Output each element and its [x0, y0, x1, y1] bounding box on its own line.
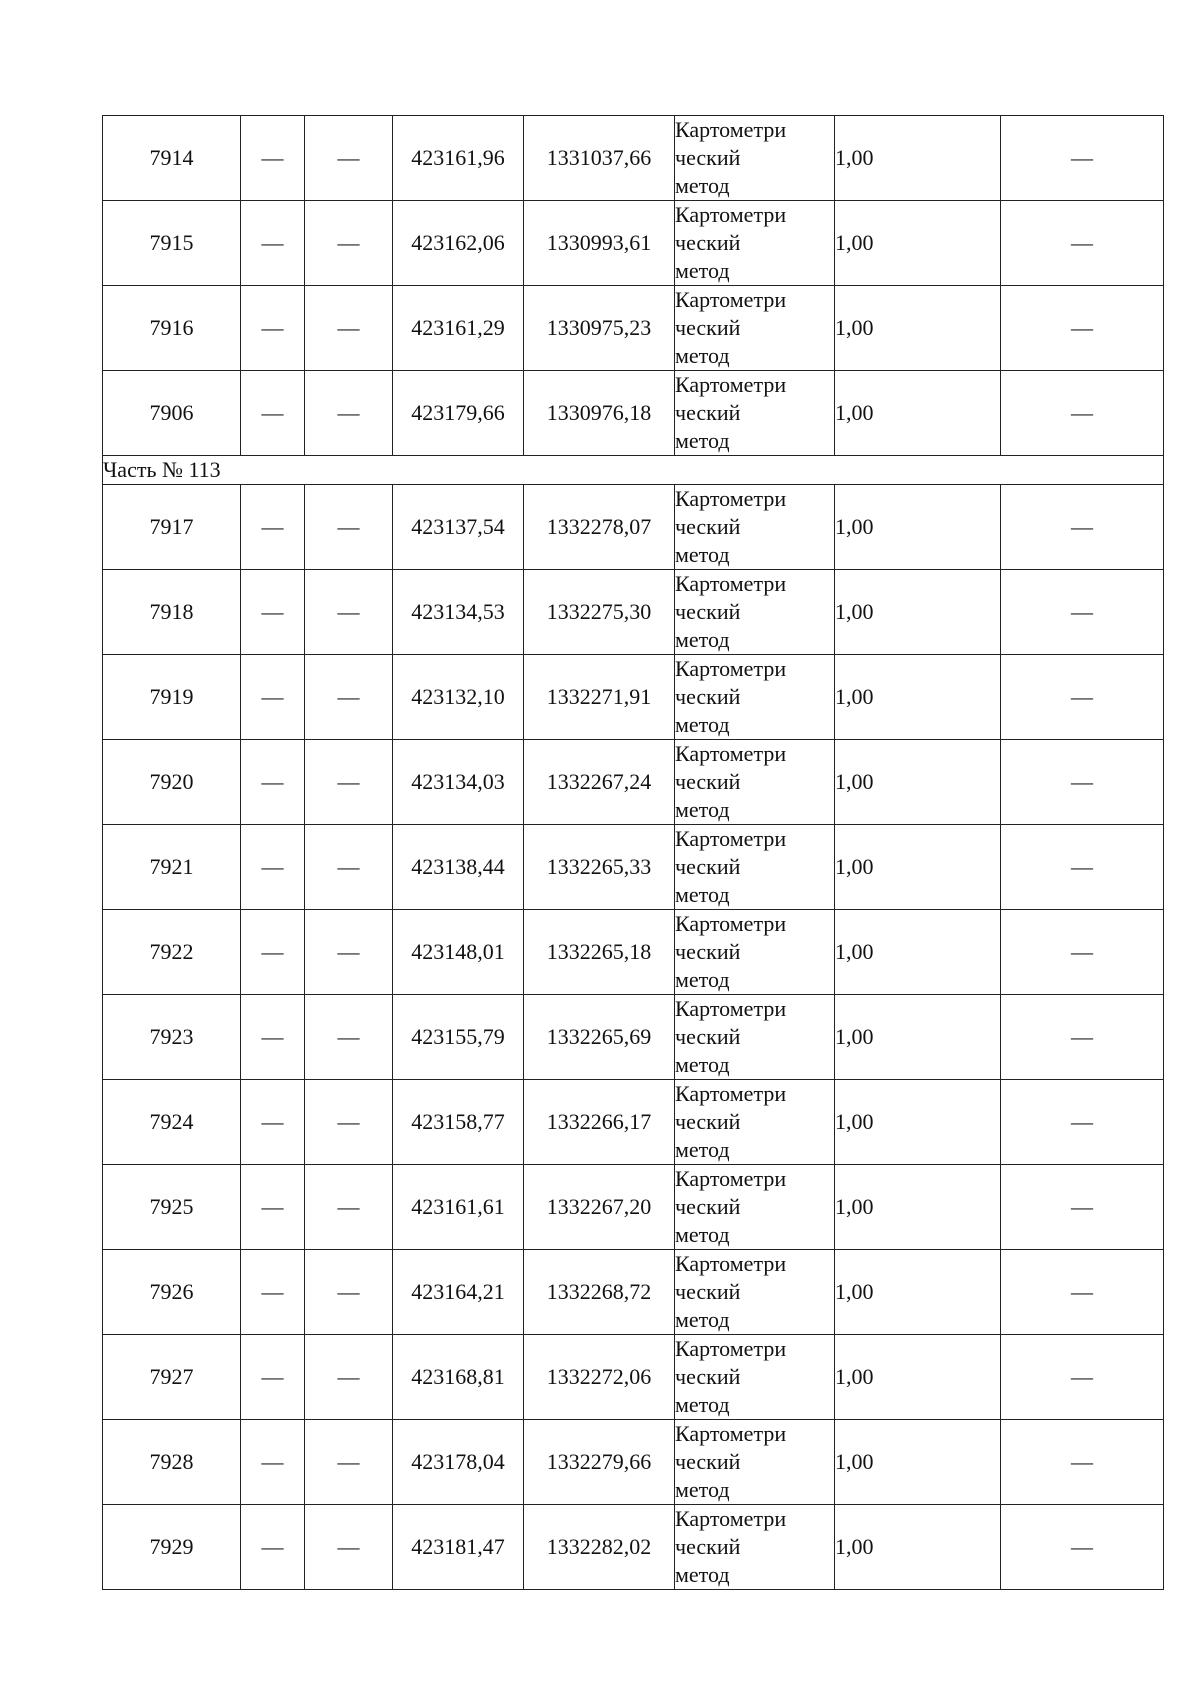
table-row	[103, 116, 1164, 201]
dash-cell-2: —	[305, 910, 393, 995]
method-cell	[675, 1420, 835, 1505]
method-line: ческий	[675, 1194, 741, 1219]
point-number-cell: 7917	[103, 485, 241, 570]
method-line: Картометри	[675, 996, 787, 1021]
method-line: Картометри	[675, 372, 787, 397]
table-row	[103, 655, 1164, 740]
x-coordinate-cell: 423161,96	[393, 116, 524, 201]
point-number-cell: 7926	[103, 1250, 241, 1335]
dash-cell-2: —	[305, 116, 393, 201]
part-separator	[103, 456, 1164, 485]
x-coordinate-cell: 423161,61	[393, 1165, 524, 1250]
dash-cell-2: —	[305, 570, 393, 655]
method-line: ческий	[675, 684, 741, 709]
note-cell: —	[1001, 825, 1164, 910]
accuracy-cell: 1,00	[835, 371, 1001, 456]
dash-cell-2: —	[305, 485, 393, 570]
dash-cell-1: —	[241, 1505, 305, 1590]
method-cell	[675, 1505, 835, 1590]
method-cell	[675, 1165, 835, 1250]
dash-cell-1: —	[241, 740, 305, 825]
coordinates-table	[102, 115, 1164, 1590]
method-line: ческий	[675, 1534, 741, 1559]
accuracy-cell: 1,00	[835, 1080, 1001, 1165]
y-coordinate-cell: 1332266,17	[524, 1080, 675, 1165]
dash-cell-2: —	[305, 825, 393, 910]
note-cell: —	[1001, 1250, 1164, 1335]
dash-cell-1: —	[241, 1335, 305, 1420]
dash-cell-1: —	[241, 1250, 305, 1335]
point-number-cell: 7927	[103, 1335, 241, 1420]
method-line: ческий	[675, 400, 741, 425]
note-cell: —	[1001, 286, 1164, 371]
dash-cell-1: —	[241, 1420, 305, 1505]
method-line: Картометри	[675, 826, 787, 851]
dash-cell-1: —	[241, 1165, 305, 1250]
y-coordinate-cell: 1330975,23	[524, 286, 675, 371]
table-row	[103, 1420, 1164, 1505]
note-cell: —	[1001, 910, 1164, 995]
note-cell: —	[1001, 1080, 1164, 1165]
table-row	[103, 1080, 1164, 1165]
note-cell: —	[1001, 995, 1164, 1080]
x-coordinate-cell: 423148,01	[393, 910, 524, 995]
method-line: Картометри	[675, 741, 787, 766]
point-number-cell: 7925	[103, 1165, 241, 1250]
note-cell: —	[1001, 1335, 1164, 1420]
table-row	[103, 1335, 1164, 1420]
rows-after-part	[103, 485, 1164, 1590]
y-coordinate-cell: 1332279,66	[524, 1420, 675, 1505]
dash-cell-1: —	[241, 1080, 305, 1165]
note-cell: —	[1001, 116, 1164, 201]
method-line: Картометри	[675, 1251, 787, 1276]
table-row	[103, 485, 1164, 570]
y-coordinate-cell: 1332267,24	[524, 740, 675, 825]
method-line: Картометри	[675, 1336, 787, 1361]
method-line: Картометри	[675, 656, 787, 681]
method-line: ческий	[675, 1109, 741, 1134]
point-number-cell: 7922	[103, 910, 241, 995]
method-cell	[675, 910, 835, 995]
method-line: Картометри	[675, 1421, 787, 1446]
method-cell	[675, 1335, 835, 1420]
table-row	[103, 371, 1164, 456]
table-row	[103, 1165, 1164, 1250]
method-line: метод	[675, 967, 730, 992]
part-label: Часть № 113	[103, 456, 1164, 485]
method-line: ческий	[675, 1279, 741, 1304]
method-line: ческий	[675, 769, 741, 794]
method-line: Картометри	[675, 1506, 787, 1531]
accuracy-cell: 1,00	[835, 825, 1001, 910]
method-line: ческий	[675, 1024, 741, 1049]
table-row	[103, 1505, 1164, 1590]
accuracy-cell: 1,00	[835, 1420, 1001, 1505]
y-coordinate-cell: 1332282,02	[524, 1505, 675, 1590]
method-line: метод	[675, 1052, 730, 1077]
dash-cell-1: —	[241, 995, 305, 1080]
x-coordinate-cell: 423132,10	[393, 655, 524, 740]
point-number-cell: 7916	[103, 286, 241, 371]
table-row	[103, 740, 1164, 825]
accuracy-cell: 1,00	[835, 655, 1001, 740]
method-line: метод	[675, 258, 730, 283]
dash-cell-2: —	[305, 1335, 393, 1420]
method-line: метод	[675, 712, 730, 737]
method-line: метод	[675, 542, 730, 567]
method-line: метод	[675, 1477, 730, 1502]
dash-cell-2: —	[305, 286, 393, 371]
method-line: метод	[675, 1562, 730, 1587]
x-coordinate-cell: 423178,04	[393, 1420, 524, 1505]
point-number-cell: 7914	[103, 116, 241, 201]
method-cell	[675, 825, 835, 910]
method-cell	[675, 1250, 835, 1335]
y-coordinate-cell: 1330993,61	[524, 201, 675, 286]
note-cell: —	[1001, 740, 1164, 825]
accuracy-cell: 1,00	[835, 570, 1001, 655]
table-row	[103, 201, 1164, 286]
x-coordinate-cell: 423134,03	[393, 740, 524, 825]
method-line: Картометри	[675, 117, 787, 142]
note-cell: —	[1001, 1420, 1164, 1505]
dash-cell-1: —	[241, 825, 305, 910]
dash-cell-2: —	[305, 1420, 393, 1505]
method-line: Картометри	[675, 202, 787, 227]
method-line: метод	[675, 797, 730, 822]
table-row	[103, 825, 1164, 910]
x-coordinate-cell: 423179,66	[393, 371, 524, 456]
x-coordinate-cell: 423164,21	[393, 1250, 524, 1335]
method-line: Картометри	[675, 486, 787, 511]
point-number-cell: 7929	[103, 1505, 241, 1590]
point-number-cell: 7928	[103, 1420, 241, 1505]
method-cell	[675, 1080, 835, 1165]
table-row	[103, 1250, 1164, 1335]
method-line: метод	[675, 173, 730, 198]
method-line: ческий	[675, 230, 741, 255]
y-coordinate-cell: 1332265,33	[524, 825, 675, 910]
note-cell: —	[1001, 1505, 1164, 1590]
method-cell	[675, 201, 835, 286]
note-cell: —	[1001, 371, 1164, 456]
method-line: ческий	[675, 514, 741, 539]
dash-cell-2: —	[305, 995, 393, 1080]
accuracy-cell: 1,00	[835, 1505, 1001, 1590]
point-number-cell: 7920	[103, 740, 241, 825]
point-number-cell: 7918	[103, 570, 241, 655]
method-cell	[675, 371, 835, 456]
dash-cell-2: —	[305, 201, 393, 286]
dash-cell-2: —	[305, 371, 393, 456]
y-coordinate-cell: 1332278,07	[524, 485, 675, 570]
x-coordinate-cell: 423168,81	[393, 1335, 524, 1420]
point-number-cell: 7924	[103, 1080, 241, 1165]
method-cell	[675, 116, 835, 201]
method-line: метод	[675, 1392, 730, 1417]
method-line: ческий	[675, 1449, 741, 1474]
x-coordinate-cell: 423162,06	[393, 201, 524, 286]
dash-cell-2: —	[305, 655, 393, 740]
y-coordinate-cell: 1332268,72	[524, 1250, 675, 1335]
part-row	[103, 456, 1164, 485]
method-line: ческий	[675, 854, 741, 879]
x-coordinate-cell: 423181,47	[393, 1505, 524, 1590]
method-line: Картометри	[675, 1166, 787, 1191]
x-coordinate-cell: 423134,53	[393, 570, 524, 655]
y-coordinate-cell: 1331037,66	[524, 116, 675, 201]
y-coordinate-cell: 1332265,69	[524, 995, 675, 1080]
dash-cell-1: —	[241, 655, 305, 740]
note-cell: —	[1001, 485, 1164, 570]
accuracy-cell: 1,00	[835, 485, 1001, 570]
table-row	[103, 286, 1164, 371]
y-coordinate-cell: 1332265,18	[524, 910, 675, 995]
method-line: Картометри	[675, 571, 787, 596]
dash-cell-1: —	[241, 570, 305, 655]
method-line: Картометри	[675, 1081, 787, 1106]
x-coordinate-cell: 423161,29	[393, 286, 524, 371]
method-line: метод	[675, 1222, 730, 1247]
accuracy-cell: 1,00	[835, 995, 1001, 1080]
method-line: ческий	[675, 939, 741, 964]
note-cell: —	[1001, 570, 1164, 655]
dash-cell-1: —	[241, 371, 305, 456]
dash-cell-2: —	[305, 1080, 393, 1165]
note-cell: —	[1001, 201, 1164, 286]
note-cell: —	[1001, 1165, 1164, 1250]
method-cell	[675, 655, 835, 740]
accuracy-cell: 1,00	[835, 740, 1001, 825]
point-number-cell: 7906	[103, 371, 241, 456]
rows-before-part	[103, 116, 1164, 456]
method-line: Картометри	[675, 287, 787, 312]
x-coordinate-cell: 423138,44	[393, 825, 524, 910]
dash-cell-1: —	[241, 485, 305, 570]
point-number-cell: 7915	[103, 201, 241, 286]
point-number-cell: 7921	[103, 825, 241, 910]
note-cell: —	[1001, 655, 1164, 740]
method-line: метод	[675, 627, 730, 652]
dash-cell-2: —	[305, 1165, 393, 1250]
y-coordinate-cell: 1330976,18	[524, 371, 675, 456]
point-number-cell: 7923	[103, 995, 241, 1080]
method-line: метод	[675, 882, 730, 907]
accuracy-cell: 1,00	[835, 116, 1001, 201]
y-coordinate-cell: 1332272,06	[524, 1335, 675, 1420]
dash-cell-1: —	[241, 910, 305, 995]
method-line: метод	[675, 1137, 730, 1162]
method-cell	[675, 485, 835, 570]
y-coordinate-cell: 1332267,20	[524, 1165, 675, 1250]
accuracy-cell: 1,00	[835, 286, 1001, 371]
accuracy-cell: 1,00	[835, 1250, 1001, 1335]
dash-cell-1: —	[241, 286, 305, 371]
dash-cell-2: —	[305, 1505, 393, 1590]
method-line: метод	[675, 343, 730, 368]
method-cell	[675, 570, 835, 655]
method-line: метод	[675, 428, 730, 453]
method-cell	[675, 286, 835, 371]
method-cell	[675, 995, 835, 1080]
table-row	[103, 910, 1164, 995]
method-line: ческий	[675, 1364, 741, 1389]
method-line: метод	[675, 1307, 730, 1332]
accuracy-cell: 1,00	[835, 1165, 1001, 1250]
dash-cell-2: —	[305, 740, 393, 825]
x-coordinate-cell: 423158,77	[393, 1080, 524, 1165]
accuracy-cell: 1,00	[835, 910, 1001, 995]
method-cell	[675, 740, 835, 825]
dash-cell-1: —	[241, 116, 305, 201]
point-number-cell: 7919	[103, 655, 241, 740]
table-row	[103, 995, 1164, 1080]
dash-cell-1: —	[241, 201, 305, 286]
x-coordinate-cell: 423155,79	[393, 995, 524, 1080]
dash-cell-2: —	[305, 1250, 393, 1335]
method-line: ческий	[675, 599, 741, 624]
x-coordinate-cell: 423137,54	[393, 485, 524, 570]
method-line: ческий	[675, 145, 741, 170]
y-coordinate-cell: 1332271,91	[524, 655, 675, 740]
method-line: Картометри	[675, 911, 787, 936]
method-line: ческий	[675, 315, 741, 340]
table-row	[103, 570, 1164, 655]
accuracy-cell: 1,00	[835, 201, 1001, 286]
y-coordinate-cell: 1332275,30	[524, 570, 675, 655]
accuracy-cell: 1,00	[835, 1335, 1001, 1420]
